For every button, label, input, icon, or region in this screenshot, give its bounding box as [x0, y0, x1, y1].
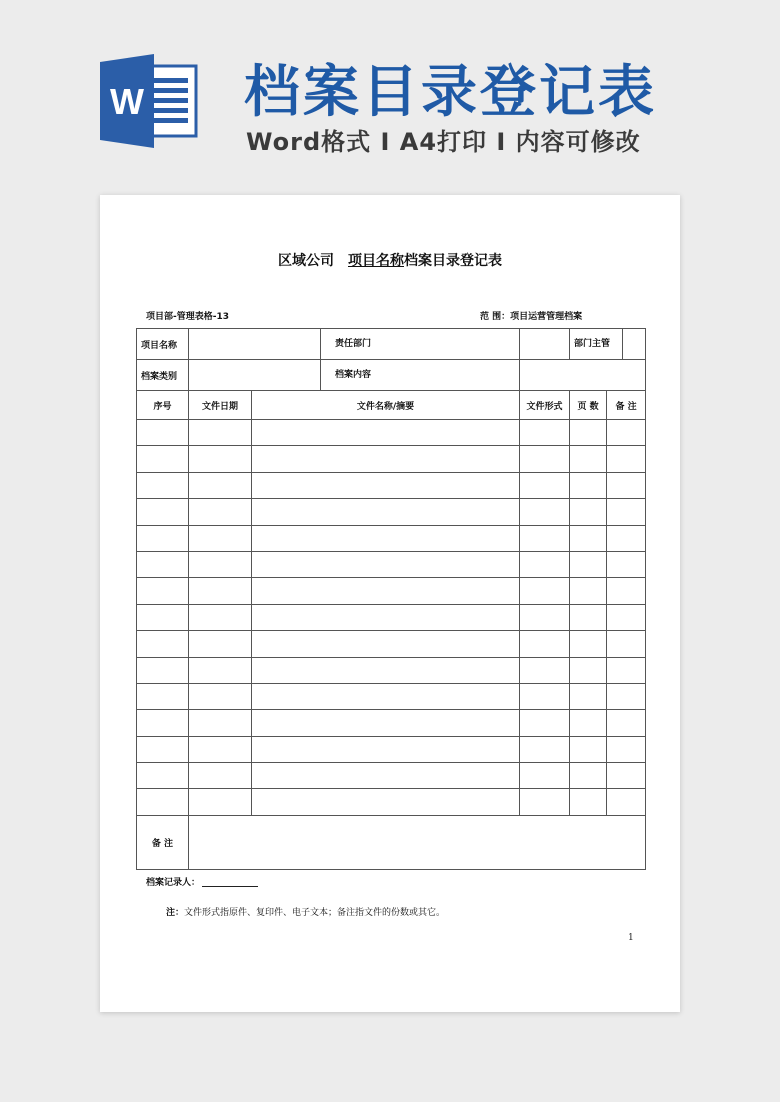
column-header-row	[137, 391, 646, 420]
table-cell[interactable]	[607, 551, 646, 577]
banner-subtitle: Word格式 I A4打印 I 内容可修改	[246, 128, 641, 156]
table-cell[interactable]	[607, 446, 646, 472]
table-cell[interactable]	[520, 578, 570, 604]
responsible-dept-value[interactable]	[520, 329, 570, 360]
table-cell[interactable]	[189, 631, 252, 657]
recorder-label: 档案记录人：	[146, 878, 201, 888]
table-cell[interactable]	[607, 578, 646, 604]
table-cell[interactable]	[189, 789, 252, 815]
table-cell[interactable]	[607, 736, 646, 762]
project-name-label: 项目名称	[137, 329, 189, 360]
table-cell[interactable]	[137, 578, 189, 604]
recorder-input-line[interactable]	[202, 886, 258, 887]
table-cell[interactable]	[607, 763, 646, 789]
table-row	[137, 578, 646, 604]
form-code: 项目部-管理表格-13	[146, 312, 229, 322]
responsible-dept-label: 责任部门	[335, 339, 372, 349]
table-cell[interactable]	[520, 631, 570, 657]
table-cell[interactable]	[137, 525, 189, 551]
title-rest: 档案目录登记表	[404, 253, 502, 269]
table-cell[interactable]	[520, 710, 570, 736]
table-cell[interactable]	[607, 472, 646, 498]
table-cell[interactable]	[137, 763, 189, 789]
table-cell[interactable]	[189, 578, 252, 604]
table-cell[interactable]	[252, 446, 520, 472]
table-cell[interactable]	[570, 736, 607, 762]
table-cell[interactable]	[137, 604, 189, 630]
table-cell[interactable]	[607, 631, 646, 657]
note-prefix: 注：	[166, 908, 185, 918]
table-cell[interactable]	[520, 736, 570, 762]
table-cell[interactable]	[570, 604, 607, 630]
table-cell[interactable]	[137, 710, 189, 736]
table-cell[interactable]	[189, 499, 252, 525]
table-cell[interactable]	[137, 472, 189, 498]
table-cell[interactable]	[252, 578, 520, 604]
table-cell[interactable]	[252, 604, 520, 630]
table-cell[interactable]	[189, 525, 252, 551]
table-cell[interactable]	[607, 683, 646, 709]
table-cell[interactable]	[607, 604, 646, 630]
table-row	[137, 631, 646, 657]
table-row	[137, 420, 646, 446]
title-project: 项目名称	[348, 253, 404, 269]
page-number: 1	[628, 933, 634, 943]
table-cell[interactable]	[252, 789, 520, 815]
table-cell[interactable]	[137, 499, 189, 525]
table-cell[interactable]	[252, 499, 520, 525]
archive-content-label: 档案内容	[335, 370, 372, 380]
table-cell[interactable]	[607, 710, 646, 736]
remarks-value[interactable]	[189, 815, 646, 869]
table-cell[interactable]	[189, 683, 252, 709]
col-header-pages: 页 数	[570, 391, 607, 420]
table-cell[interactable]	[137, 683, 189, 709]
table-cell[interactable]	[189, 551, 252, 577]
table-cell[interactable]	[570, 525, 607, 551]
table-cell[interactable]	[570, 578, 607, 604]
col-header-remark: 备 注	[607, 391, 646, 420]
table-cell[interactable]	[189, 657, 252, 683]
table-cell[interactable]	[252, 710, 520, 736]
banner-title: 档案目录登记表	[244, 60, 657, 125]
table-cell[interactable]	[520, 657, 570, 683]
note-text: 文件形式指原件、复印件、电子文本；备注指文件的份数或其它。	[184, 908, 446, 918]
dept-head-label: 部门主管	[570, 329, 623, 359]
table-cell[interactable]	[137, 420, 189, 446]
table-cell[interactable]	[570, 657, 607, 683]
col-header-name: 文件名称/摘要	[252, 391, 520, 420]
table-cell[interactable]	[137, 736, 189, 762]
table-cell[interactable]	[607, 420, 646, 446]
table-row	[137, 710, 646, 736]
remarks-row	[137, 815, 646, 869]
col-header-date: 文件日期	[189, 391, 252, 420]
table-cell[interactable]	[570, 710, 607, 736]
table-cell[interactable]	[189, 604, 252, 630]
table-row	[137, 683, 646, 709]
table-row	[137, 736, 646, 762]
table-cell[interactable]	[252, 763, 520, 789]
table-cell[interactable]	[137, 657, 189, 683]
table-cell[interactable]	[570, 420, 607, 446]
document-page	[100, 195, 680, 1012]
project-name-value[interactable]	[189, 329, 520, 360]
table-cell[interactable]	[252, 472, 520, 498]
table-cell[interactable]	[570, 472, 607, 498]
info-row-2	[137, 360, 646, 391]
table-cell[interactable]	[520, 683, 570, 709]
table-cell[interactable]	[137, 551, 189, 577]
table-cell[interactable]	[520, 472, 570, 498]
table-cell[interactable]	[189, 763, 252, 789]
info-row-1	[137, 329, 646, 360]
table-row	[137, 763, 646, 789]
table-cell[interactable]	[570, 763, 607, 789]
table-cell[interactable]	[520, 446, 570, 472]
table-cell[interactable]	[520, 420, 570, 446]
table-cell[interactable]	[570, 446, 607, 472]
table-row	[137, 551, 646, 577]
table-cell[interactable]	[570, 789, 607, 815]
table-cell[interactable]	[189, 420, 252, 446]
table-row	[137, 604, 646, 630]
table-row	[137, 789, 646, 815]
table-cell[interactable]	[137, 631, 189, 657]
table-row	[137, 525, 646, 551]
archive-type-label: 档案类别	[137, 360, 189, 391]
table-cell[interactable]	[570, 683, 607, 709]
table-cell[interactable]	[520, 551, 570, 577]
col-header-seq: 序号	[137, 391, 189, 420]
table-cell[interactable]	[520, 789, 570, 815]
table-cell[interactable]	[607, 657, 646, 683]
remarks-label: 备 注	[137, 815, 189, 869]
table-cell[interactable]	[607, 499, 646, 525]
table-cell[interactable]	[570, 499, 607, 525]
table-cell[interactable]	[607, 525, 646, 551]
table-cell[interactable]	[520, 763, 570, 789]
table-cell[interactable]	[252, 736, 520, 762]
dept-head-value[interactable]	[623, 329, 645, 359]
footer-note	[166, 905, 445, 918]
col-header-form: 文件形式	[520, 391, 570, 420]
table-row	[137, 472, 646, 498]
document-title	[100, 250, 680, 270]
table-cell[interactable]	[189, 710, 252, 736]
table-cell[interactable]	[252, 657, 520, 683]
dept-head-cell	[570, 329, 646, 360]
table-cell[interactable]	[137, 446, 189, 472]
table-cell[interactable]	[520, 525, 570, 551]
table-cell[interactable]	[570, 631, 607, 657]
table-cell[interactable]	[189, 736, 252, 762]
table-cell[interactable]	[252, 551, 520, 577]
table-cell[interactable]	[520, 604, 570, 630]
table-row	[137, 499, 646, 525]
table-cell[interactable]	[570, 551, 607, 577]
table-cell[interactable]	[189, 472, 252, 498]
table-cell[interactable]	[189, 446, 252, 472]
table-row	[137, 657, 646, 683]
recorder-field	[146, 875, 258, 888]
word-logo-letter: W	[110, 81, 144, 122]
table-cell[interactable]	[252, 525, 520, 551]
archive-type-value[interactable]	[189, 360, 520, 391]
table-cell[interactable]	[520, 499, 570, 525]
word-logo-icon	[96, 54, 200, 148]
title-company: 区域公司	[278, 253, 334, 269]
table-cell[interactable]	[252, 420, 520, 446]
table-cell[interactable]	[607, 789, 646, 815]
archive-register-table	[136, 328, 646, 870]
table-cell[interactable]	[137, 789, 189, 815]
table-cell[interactable]	[252, 683, 520, 709]
table-cell[interactable]	[252, 631, 520, 657]
scope-text: 范 围：项目运营管理档案	[480, 312, 583, 322]
archive-content-value[interactable]	[520, 360, 646, 391]
table-row	[137, 446, 646, 472]
